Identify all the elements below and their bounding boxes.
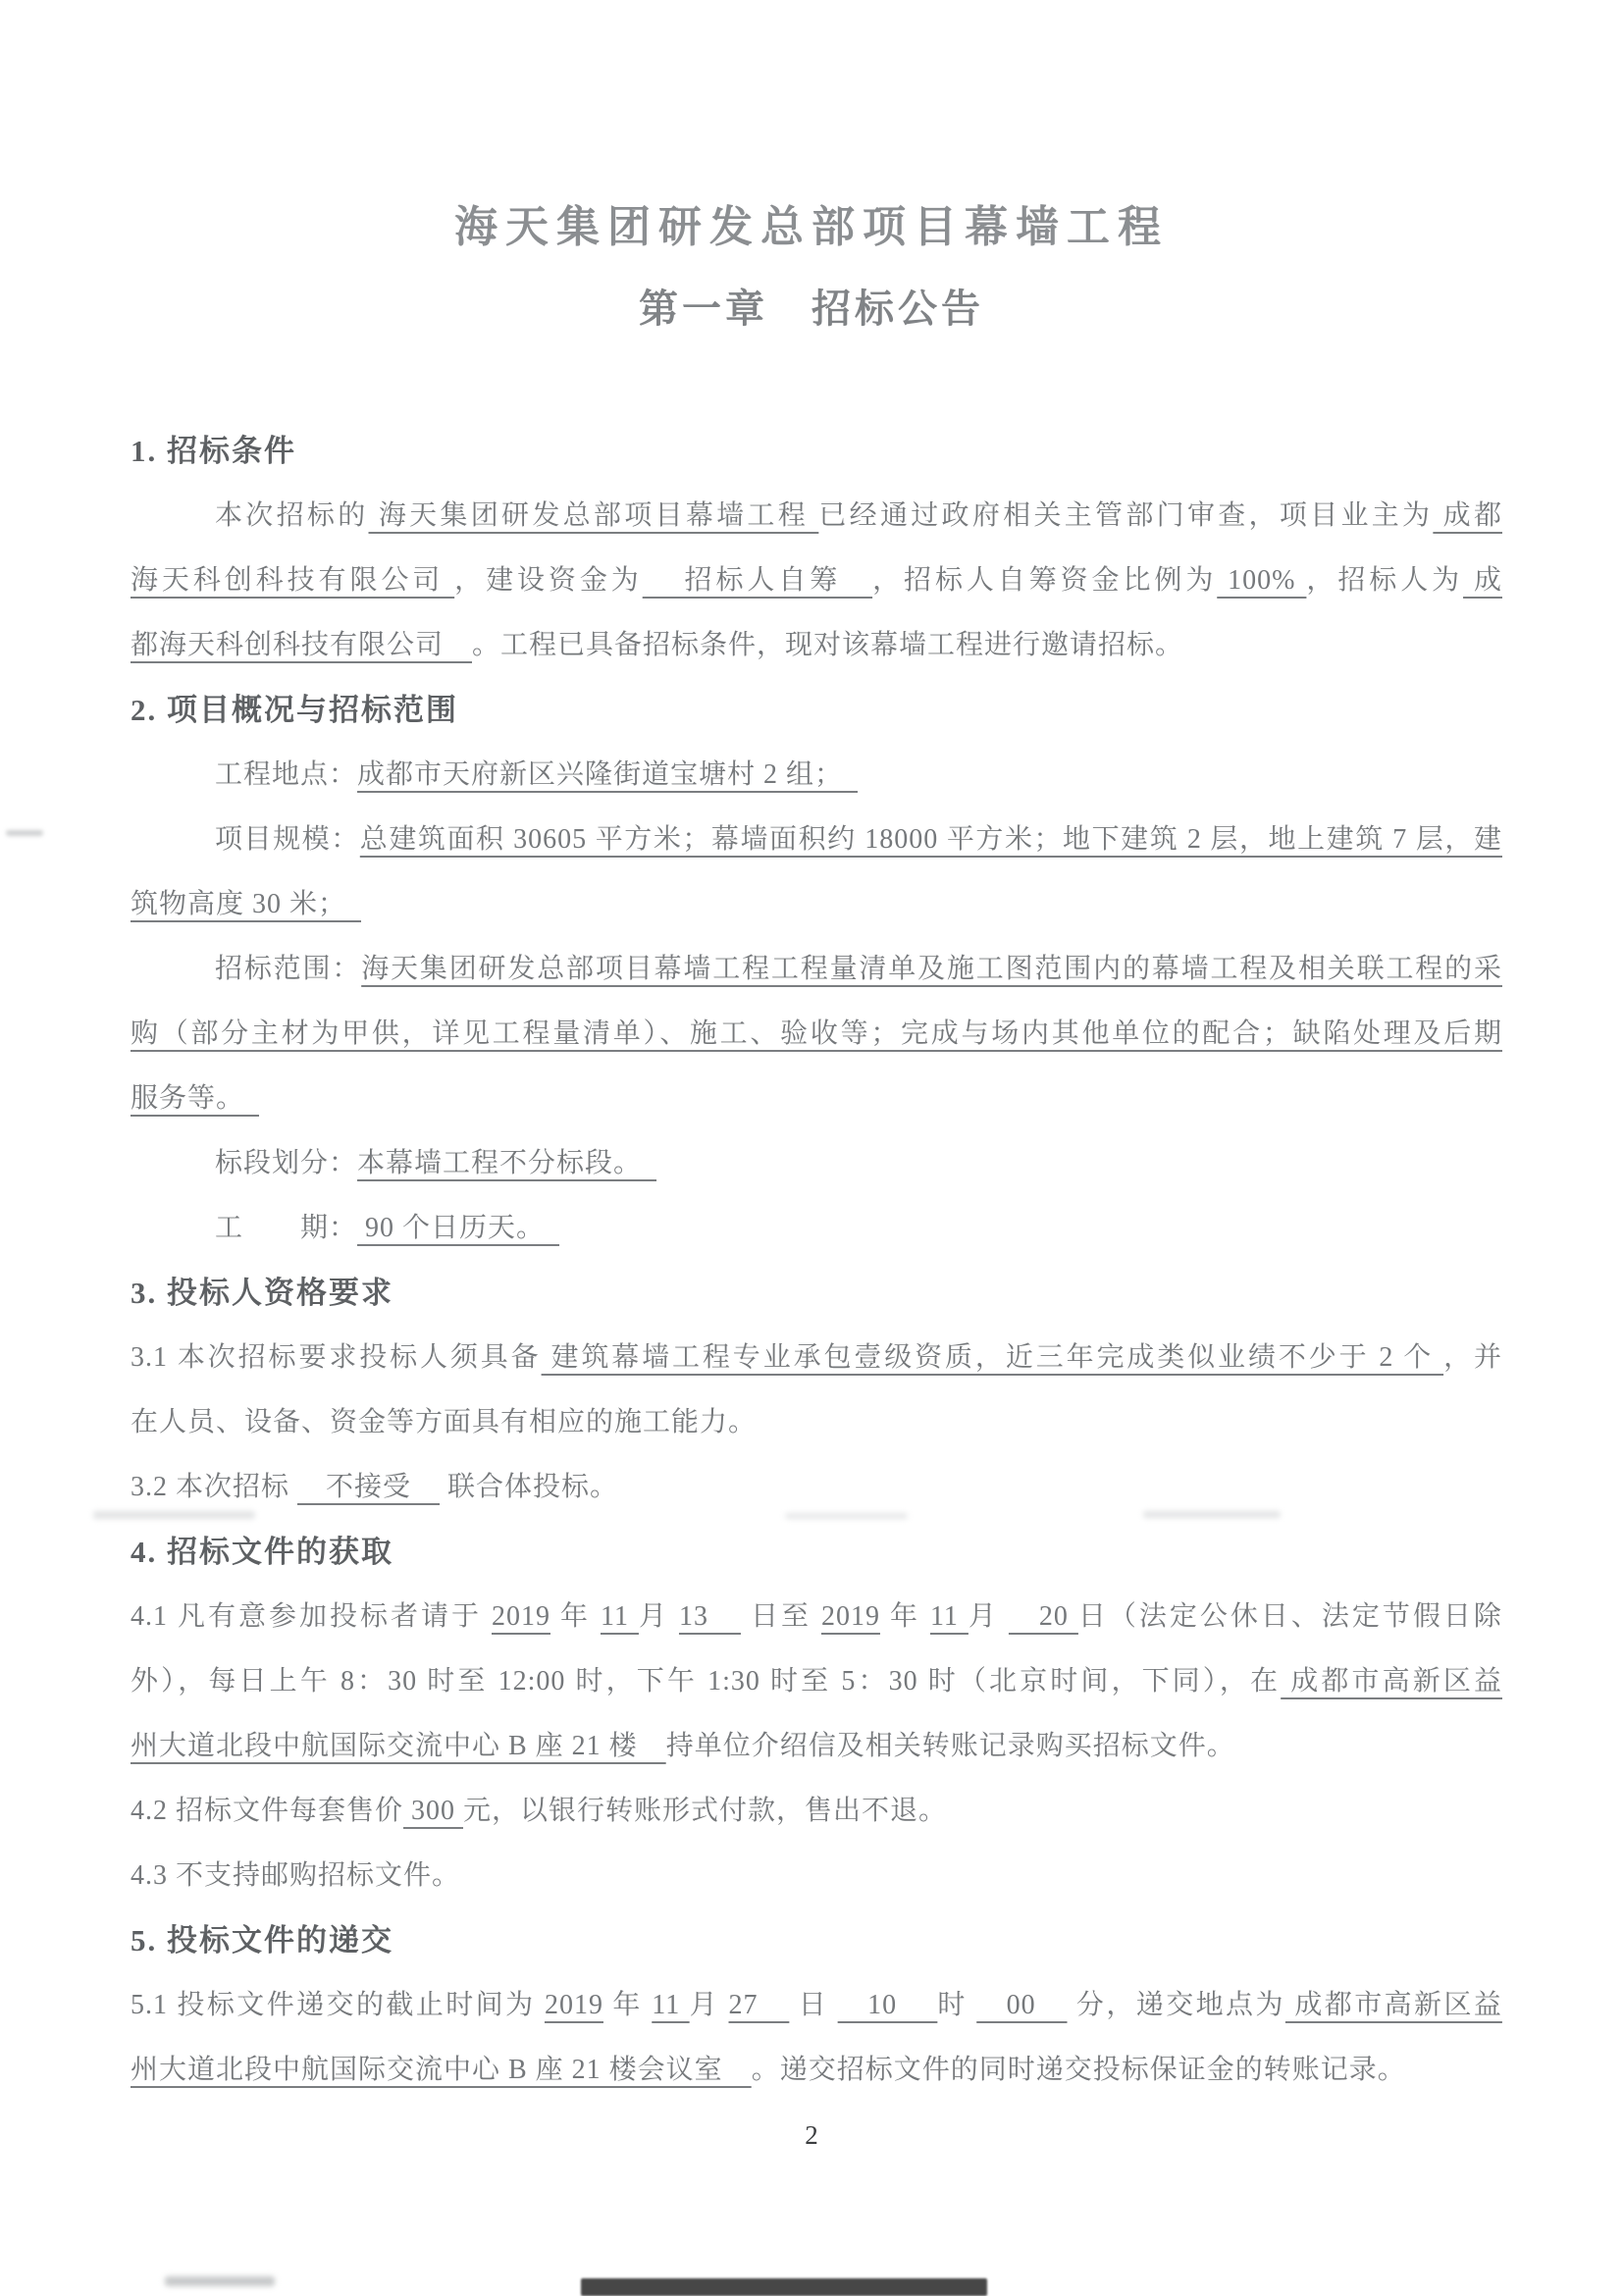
text-line [131, 1455, 1502, 1520]
text-segment: 本次招标的 [215, 500, 369, 531]
filled-blank: 11 [929, 1601, 969, 1632]
text-segment: ，招标人为 [1306, 565, 1464, 596]
filled-blank: 招标人自筹 [642, 565, 873, 596]
section-heading: 1. 招标条件 [131, 434, 296, 468]
filled-blank: 成都 [1433, 500, 1502, 531]
text-line [131, 548, 1502, 613]
text-segment: 日（法定公休日、法定节假日除 [1077, 1601, 1502, 1632]
filled-blank: 00 [976, 1990, 1068, 2020]
text-segment: ，招标人自筹资金比例为 [872, 565, 1218, 596]
text-segment: 4.1 凡有意参加投标者请于 [131, 1601, 492, 1632]
text-line [131, 2038, 1502, 2103]
section-heading: 3. 投标人资格要求 [131, 1276, 393, 1310]
text-segment: 招标范围： [215, 954, 362, 984]
text-segment: 日 [789, 1990, 838, 2020]
filled-blank: 成都市高新区益 [1281, 1666, 1502, 1696]
text-segment: 。递交招标文件的同时递交投标保证金的转账记录。 [751, 2055, 1406, 2085]
text-line [131, 613, 1502, 678]
filled-blank: 2019 [544, 1990, 603, 2020]
text-segment: 项目规模： [215, 824, 360, 855]
text-segment: 工 期： [215, 1213, 358, 1243]
text-line [131, 1649, 1502, 1714]
text-segment: 5.1 投标文件递交的截止时间为 [131, 1990, 545, 2020]
filled-blank: 27 [728, 1990, 790, 2020]
text-segment: 外），每日上午 8：30 时至 12:00 时，下午 1:30 时至 5：30 时（北京时间，下同），在 [131, 1666, 1282, 1696]
filled-blank: 州大道北段中航国际交流中心 B 座 21 楼 [131, 1731, 666, 1761]
text-line [131, 484, 1502, 548]
filled-blank: 成都市天府新区兴隆街道宝塘村 2 组； [357, 759, 859, 790]
filled-blank: 11 [652, 1990, 690, 2020]
text-segment: ，并 [1443, 1342, 1502, 1373]
scan-artifact-streak [93, 1511, 255, 1519]
filled-blank: 13 [678, 1601, 741, 1632]
filled-blank: 总建筑面积 30605 平方米；幕墙面积约 18000 平方米；地下建筑 2 层，地上建筑 7 层，建 [359, 824, 1502, 855]
text-line [131, 1844, 1502, 1908]
text-line [131, 1714, 1502, 1779]
scan-artifact-streak [785, 1513, 908, 1519]
text-segment: 。工程已具备招标条件，现对该幕墙工程进行邀请招标。 [472, 630, 1184, 660]
text-segment: 元，以银行转账形式付款，售出不退。 [463, 1796, 948, 1826]
section-heading: 2. 项目概况与招标范围 [131, 693, 458, 727]
text-line [131, 1131, 1502, 1196]
text-line [131, 1002, 1502, 1067]
filled-blank: 90 个日历天。 [357, 1213, 560, 1243]
filled-blank: 10 [837, 1990, 938, 2020]
filled-blank: 300 [403, 1796, 464, 1826]
section-heading: 4. 招标文件的获取 [131, 1535, 393, 1569]
text-line [131, 1779, 1502, 1844]
filled-blank: 购（部分主材为甲供，详见工程量清单）、施工、验收等；完成与场内其他单位的配合；缺陷处理及后期 [131, 1018, 1502, 1049]
text-segment: 在人员、设备、资金等方面具有相应的施工能力。 [131, 1407, 758, 1437]
filled-blank: 海天科创科技有限公司 [131, 565, 455, 596]
text-line [131, 872, 1502, 937]
text-segment: 持单位介绍信及相关转账记录购买招标文件。 [665, 1731, 1235, 1761]
filled-blank: 2019 [491, 1601, 550, 1632]
text-line [131, 808, 1502, 872]
filled-blank: 成 [1463, 565, 1502, 596]
page-number: 2 [805, 2120, 818, 2150]
filled-blank: 100% [1217, 565, 1307, 596]
scan-artifact-smudge [165, 2276, 275, 2286]
filled-blank: 11 [600, 1601, 639, 1632]
text-line [131, 1585, 1502, 1649]
document-body [131, 419, 1502, 2103]
chapter-heading: 第一章 招标公告 [639, 287, 984, 331]
text-segment: 4.2 招标文件每套售价 [131, 1796, 404, 1826]
text-segment: 4.3 不支持邮购招标文件。 [131, 1860, 461, 1891]
text-segment: 月 [638, 1601, 679, 1632]
filled-blank: 筑物高度 30 米； [131, 889, 362, 919]
text-segment: 月 [968, 1601, 1009, 1632]
text-segment: ，建设资金为 [454, 565, 643, 596]
text-line [131, 1196, 1502, 1261]
text-segment: 日至 [740, 1601, 821, 1632]
text-segment: 标段划分： [215, 1148, 358, 1178]
filled-blank: 成都市高新区益 [1284, 1990, 1502, 2020]
filled-blank: 海天集团研发总部项目幕墙工程工程量清单及施工图范围内的幕墙工程及相关联工程的采 [361, 954, 1502, 984]
filled-blank: 都海天科创科技有限公司 [131, 630, 473, 660]
filled-blank: 2019 [820, 1601, 880, 1632]
filled-blank: 海天集团研发总部项目幕墙工程 [368, 500, 819, 531]
filled-blank: 建筑幕墙工程专业承包壹级资质，近三年完成类似业绩不少于 2 个 [541, 1342, 1444, 1373]
scan-artifact-dash [6, 830, 43, 836]
filled-blank: 州大道北段中航国际交流中心 B 座 21 楼会议室 [131, 2055, 752, 2085]
text-segment: 工程地点： [215, 759, 358, 790]
scan-artifact-bottom-bar [581, 2278, 987, 2296]
text-segment: 年 [602, 1990, 653, 2020]
document-title: 海天集团研发总部项目幕墙工程 [454, 203, 1169, 251]
text-line [131, 743, 1502, 808]
text-line [131, 1390, 1502, 1455]
text-segment: 已经通过政府相关主管部门审查，项目业主为 [818, 500, 1434, 531]
filled-blank: 本幕墙工程不分标段。 [357, 1148, 657, 1178]
filled-blank: 20 [1008, 1601, 1078, 1632]
text-segment: 3.2 本次招标 [131, 1472, 298, 1502]
text-segment: 年 [550, 1601, 601, 1632]
scan-artifact-streak [1143, 1511, 1281, 1518]
text-segment: 时 [937, 1990, 977, 2020]
text-segment: 联合体投标。 [440, 1472, 619, 1502]
text-segment: 年 [879, 1601, 930, 1632]
text-line [131, 937, 1502, 1002]
text-segment: 3.1 本次招标要求投标人须具备 [131, 1342, 542, 1373]
text-segment: 月 [689, 1990, 729, 2020]
filled-blank: 不接受 [297, 1472, 441, 1502]
text-segment: 分，递交地点为 [1067, 1990, 1285, 2020]
section-heading: 5. 投标文件的递交 [131, 1923, 393, 1957]
text-line [131, 1067, 1502, 1131]
text-line [131, 1326, 1502, 1390]
text-line [131, 1973, 1502, 2038]
filled-blank: 服务等。 [131, 1083, 260, 1114]
